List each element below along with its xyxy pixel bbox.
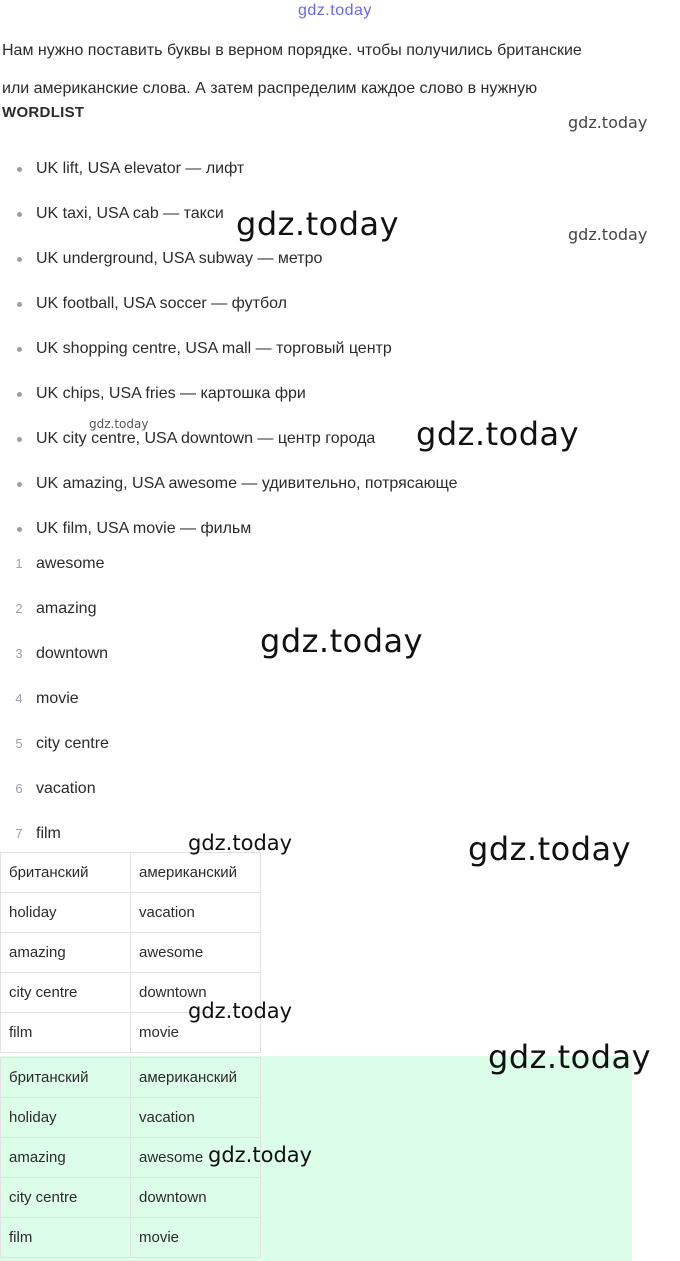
table-cell: downtown [131,973,261,1013]
bullet-icon [17,212,22,217]
table-header-cell: британский [1,853,131,893]
watermark: gdz.today [488,1038,652,1076]
list-item-text: UK shopping centre, USA mall — торговый центр [36,340,392,357]
table-cell: city centre [1,1178,131,1218]
watermark: gdz.today [188,999,293,1023]
table-row [1,1178,261,1218]
list-item [0,150,458,195]
table-cell: awesome [131,1138,261,1178]
watermark: gdz.today [188,831,293,855]
answer-item [0,680,109,725]
bullet-icon [17,302,22,307]
bullet-icon [17,347,22,352]
watermark: gdz.today [568,225,648,244]
watermark: gdz.today [568,113,648,132]
table-header-cell: американский [131,1058,261,1098]
table-row [1,933,261,973]
list-item-text: UK underground, USA subway — метро [36,250,323,267]
watermark: gdz.today [416,415,580,453]
table-cell: movie [131,1218,261,1258]
answer-item [0,635,109,680]
answer-number: 7 [15,826,23,841]
bullet-icon [17,257,22,262]
list-item [0,420,458,465]
bullet-icon [17,392,22,397]
table-cell: movie [131,1013,261,1053]
table-cell: amazing [1,933,131,973]
list-item-text: UK amazing, USA awesome — удивительно, потрясающе [36,475,458,492]
answer-number: 1 [15,556,23,571]
answer-number: 6 [15,781,23,796]
answer-text: amazing [36,600,97,617]
table-cell: film [1,1218,131,1258]
list-item [0,240,458,285]
wordlist-heading: WORDLIST [2,104,85,121]
table-cell: vacation [131,893,261,933]
answer-number: 3 [15,646,23,661]
list-item-text: UK lift, USA elevator — лифт [36,160,245,177]
intro-text [2,32,678,108]
table-cell: downtown [131,1178,261,1218]
bullet-icon [17,437,22,442]
answer-number: 2 [15,601,23,616]
top-watermark: gdz.today [298,2,372,19]
answer-item [0,725,109,770]
answer-item [0,770,109,815]
bullet-icon [17,527,22,532]
table-cell: film [1,1013,131,1053]
answer-number: 5 [15,736,23,751]
list-item-text: UK taxi, USA cab — такси [36,205,224,222]
intro-line-1: Нам нужно поставить буквы в верном порядке. чтобы получились британские [2,42,582,59]
answer-text: vacation [36,780,96,797]
table-cell: awesome [131,933,261,973]
answer-list [0,545,109,860]
table-cell: vacation [131,1098,261,1138]
table-header-row [1,853,261,893]
table-row [1,1218,261,1258]
answer-item [0,545,109,590]
table-cell: holiday [1,1098,131,1138]
list-item [0,330,458,375]
answer-item [0,590,109,635]
list-item [0,465,458,510]
list-item-text: UK football, USA soccer — футбол [36,295,287,312]
table-row [1,1098,261,1138]
answer-text: film [36,825,61,842]
intro-line-2: или американские слова. А затем распределим каждое слово в нужную [2,80,538,97]
list-item-text: UK chips, USA fries — картошка фри [36,385,306,402]
answer-text: city centre [36,735,109,752]
watermark: gdz.today [89,417,149,431]
watermark: gdz.today [208,1143,313,1167]
table-header-cell: британский [1,1058,131,1098]
watermark: gdz.today [468,830,632,868]
table-cell: city centre [1,973,131,1013]
watermark: gdz.today [260,622,424,660]
bullet-icon [17,167,22,172]
table-row [1,893,261,933]
list-item [0,285,458,330]
list-item-text: UK city centre, USA downtown — центр города [36,430,376,447]
table-header-cell: американский [131,853,261,893]
bullet-icon [17,482,22,487]
table-header-row [1,1058,261,1098]
list-item-text: UK film, USA movie — фильм [36,520,252,537]
table-cell: amazing [1,1138,131,1178]
list-item [0,375,458,420]
answer-text: movie [36,690,79,707]
table-cell: holiday [1,893,131,933]
answer-text: awesome [36,555,105,572]
answer-text: downtown [36,645,109,662]
watermark: gdz.today [236,205,400,243]
answer-number: 4 [15,691,23,706]
